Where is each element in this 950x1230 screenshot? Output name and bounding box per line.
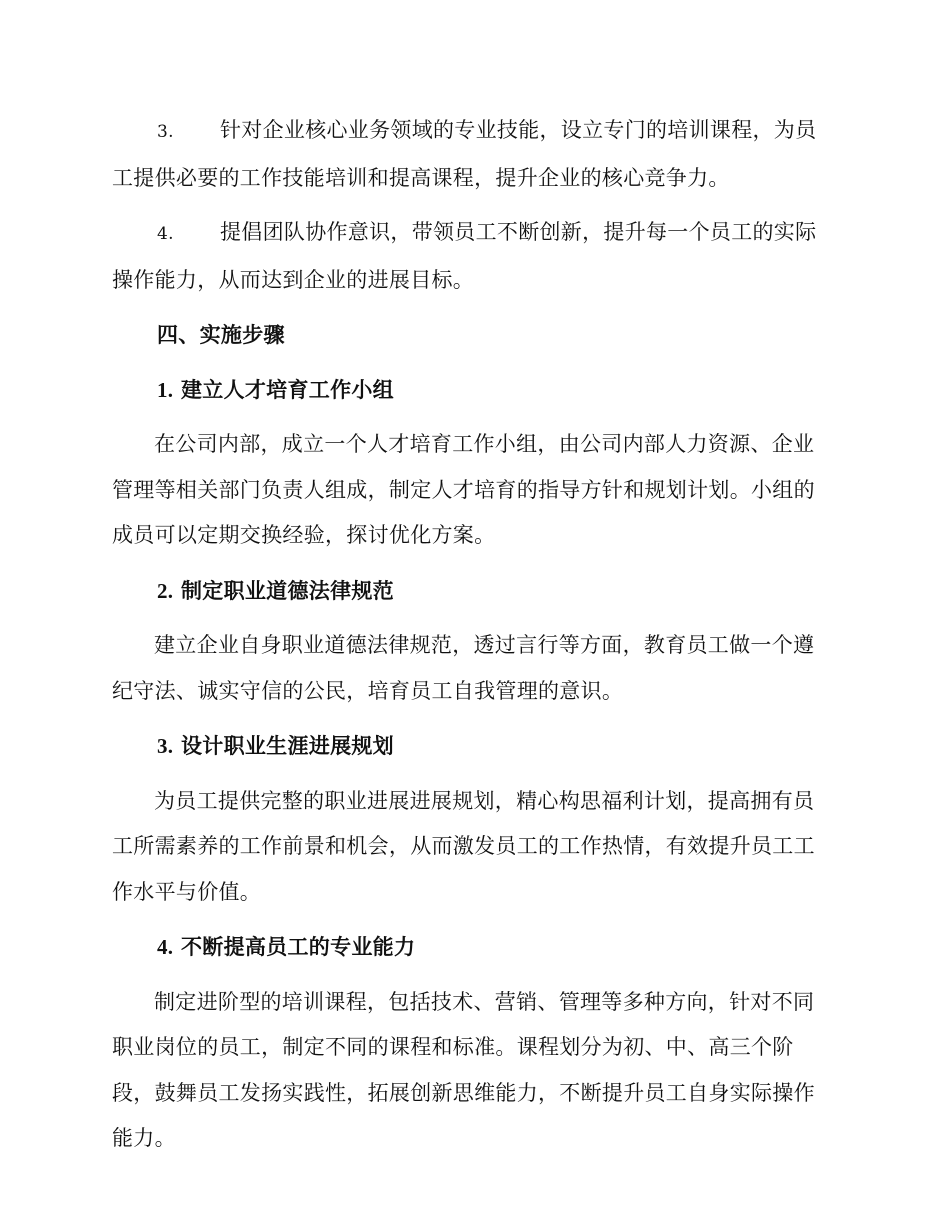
step-title: 设计职业生涯进展规划 (180, 733, 394, 758)
step-paragraph: 在公司内部，成立一个人才培育工作小组，由公司内部人力资源、企业管理等相关部门负责人组成，制定人才培育的指导方针和规划计划。小组的成员可以定期交换经验，探讨优化方案。 (112, 432, 815, 547)
step-number: 4. (157, 935, 174, 959)
step-number: 2. (157, 578, 174, 603)
step-paragraph: 制定进阶型的培训课程，包括技术、营销、管理等多种方向，针对不同职业岗位的员工，制定不同的课程和标准。课程划分为初、中、高三个阶段，鼓舞员工发扬实践性，拓展创新思维能力，不断提升员工自身实际操作能力。 (112, 989, 815, 1150)
step-heading (112, 568, 832, 615)
step-number: 1. (157, 377, 174, 402)
step-title: 制定职业道德法律规范 (180, 577, 394, 603)
list-item-text: 针对企业核心业务领域的专业技能，设立专门的培训课程，为员工提供必要的工作技能培训和提高课程，提升企业的核心竞争力。 (112, 118, 817, 190)
step-heading (112, 723, 832, 770)
step-title: 不断提高员工的专业能力 (180, 934, 416, 959)
document-body (112, 108, 832, 1171)
list-item-number: 3. (157, 122, 174, 142)
list-item (112, 108, 832, 201)
step-heading (112, 924, 832, 971)
list-item-text: 提倡团队协作意识，带领员工不断创新，提升每一个员工的实际操作能力，从而达到企业的进展目标。 (112, 220, 817, 292)
section-heading: 四、实施步骤 (157, 322, 285, 347)
step-paragraph: 为员工提供完整的职业进展进展规划，精心构思福利计划，提高拥有员工所需素养的工作前景和机会，从而激发员工的工作热情，有效提升员工工作水平与价值。 (112, 788, 815, 904)
list-item (112, 210, 832, 303)
step-paragraph: 建立企业自身职业道德法律规范，透过言行等方面，教育员工做一个遵纪守法、诚实守信的公民，培育员工自我管理的意识。 (112, 633, 815, 703)
step-number: 3. (157, 734, 174, 758)
step-title: 建立人才培育工作小组 (180, 376, 394, 402)
step-heading (112, 367, 832, 414)
list-item-number: 4. (157, 224, 174, 244)
